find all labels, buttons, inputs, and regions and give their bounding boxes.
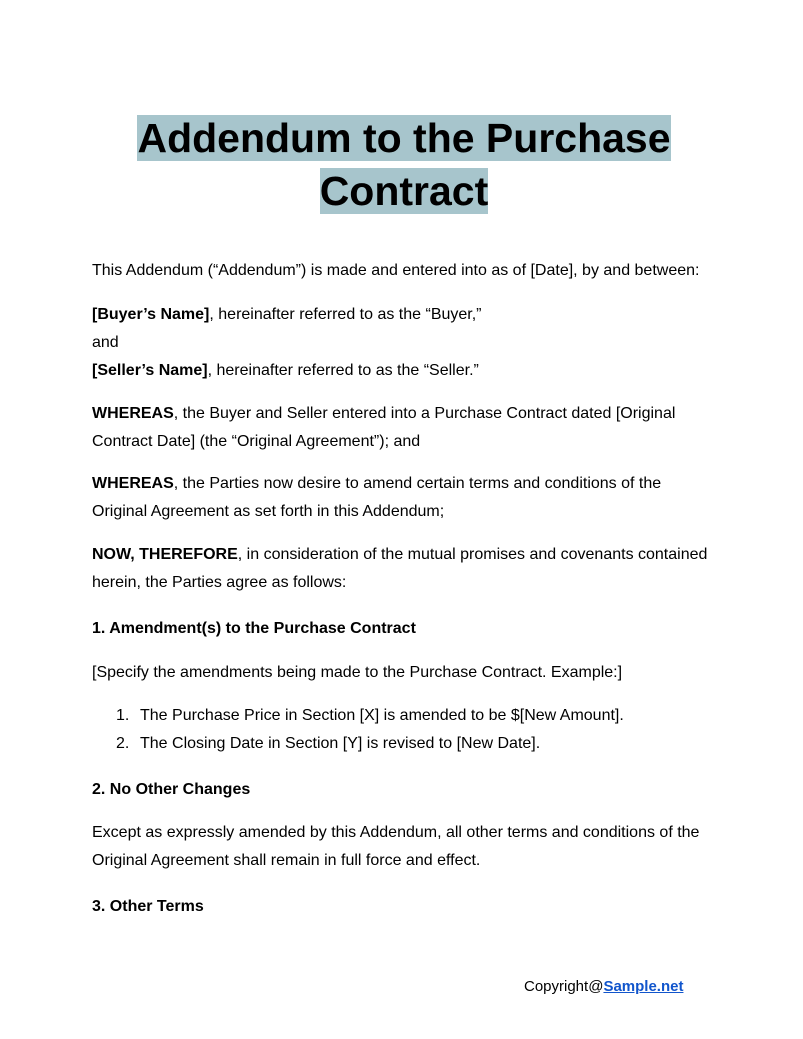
list-item: 2. The Closing Date in Section [Y] is revised to [New Date].: [116, 735, 541, 752]
amendments-list: [116, 702, 716, 758]
now-therefore-paragraph: NOW, THEREFORE, in consideration of the mutual promises and covenants contained herein, the Parties agree as follows:: [92, 546, 708, 591]
parties-block: [92, 301, 716, 385]
section-1-intro: [Specify the amendments being made to the Purchase Contract. Example:]: [92, 664, 623, 681]
list-item: 1. The Purchase Price in Section [X] is amended to be $[New Amount].: [116, 707, 624, 724]
seller-name: [Seller’s Name]: [92, 362, 208, 379]
and-line: and: [92, 334, 119, 351]
document-title: [92, 112, 716, 218]
buyer-name: [Buyer’s Name]: [92, 306, 210, 323]
section-2-heading: 2. No Other Changes: [92, 781, 251, 798]
copyright-text: Copyright@: [524, 978, 604, 995]
copyright-footer: [524, 977, 683, 997]
whereas-paragraph-1: WHEREAS, the Buyer and Seller entered into a Purchase Contract dated [Original Contract Date] (the “Original Agreement”); and: [92, 405, 676, 450]
seller-line: [Seller’s Name], hereinafter referred to as the “Seller.”: [92, 362, 479, 379]
section-1-heading: 1. Amendment(s) to the Purchase Contract: [92, 620, 416, 637]
sample-net-link[interactable]: Sample.net: [603, 978, 684, 995]
section-3-heading: 3. Other Terms: [92, 898, 204, 915]
intro-paragraph: This Addendum (“Addendum”) is made and entered into as of [Date], by and between:: [92, 262, 700, 279]
section-2-paragraph: Except as expressly amended by this Addendum, all other terms and conditions of the Original Agreement shall remain in full force and effect.: [92, 824, 700, 869]
title-line-2: Contract: [319, 168, 489, 214]
whereas-paragraph-2: WHEREAS, the Parties now desire to amend certain terms and conditions of the Original Agreement as set forth in this Addendum;: [92, 475, 662, 520]
title-line-1: Addendum to the Purchase: [137, 115, 671, 161]
buyer-line: [Buyer’s Name], hereinafter referred to as the “Buyer,”: [92, 306, 482, 323]
